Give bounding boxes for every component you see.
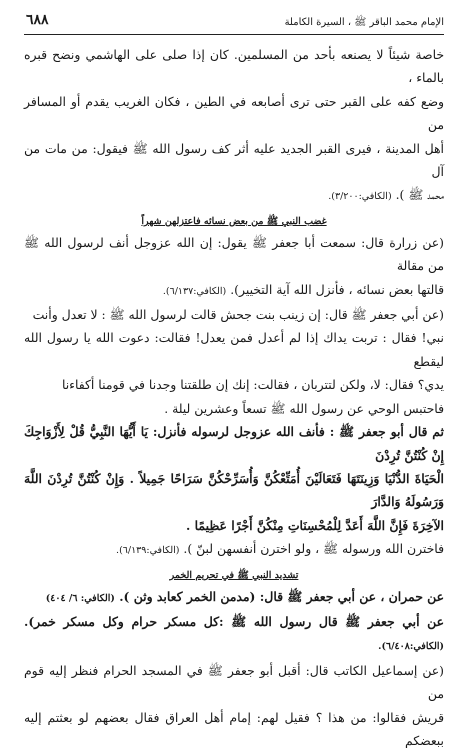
text-fragment: عن أبي جعفر ﷺ قال رسول الله ﷺ :كل مسكر حرام وكل مسكر خمر).: [24, 613, 444, 629]
section-heading: غضب النبي ﷺ من بعض نسائه فاعتزلهن شهراً: [141, 215, 327, 227]
text-fragment: عن حمران ، عن أبي جعفر ﷺ قال: (مدمن الخمر كعابد وثن ).: [119, 588, 444, 604]
quran-line: الآخِرَةَ فَإِنَّ اللَّهَ أَعَدَّ لِلْمُحْسِنَاتِ مِنْكُنَّ أَجْرًا عَظِيمًا .: [186, 517, 444, 533]
text-line: [24, 610, 444, 659]
paragraph-zurara: [24, 231, 444, 303]
text-fragment: محمد ﷺ ).: [395, 187, 444, 203]
source-reference: (الكافي: ٦/ ٤٠٤): [45, 592, 115, 604]
text-line: نبي! فقال : تربت يداك إذا لم أعدل فمن يعدل! فقالت: دعوت الله يا رسول الله ليقطع: [24, 330, 444, 369]
quran-line: ثم قال أبو جعفر ﷺ : فأنف الله عزوجل لرسوله فأنزل: يَا أَيُّهَا النَّبِيُّ قُلْ لِأَزْوَاجِكَ إِنْ كُنْتُنَّ تُرِدْنَ: [24, 424, 444, 463]
text-line: (عن إسماعيل الكاتب قال: أقبل أبو جعفر ﷺ في المسجد الحرام فنظر إليه قوم من: [24, 662, 444, 702]
text-line: وضع كفه على القبر حتى ترى أصابعه في الطين ، فكان الغريب يقدم أو المسافر من: [24, 93, 444, 133]
paragraph-quran-verse: [24, 420, 444, 562]
text-line: خاصة شيئاً لا يصنعه بأحد من المسلمين. كان إذا صلى على الهاشمي ونضح قبره بالماء ،: [24, 47, 444, 86]
text-line: [24, 278, 444, 303]
text-line: فاحتبس الوحي عن رسول الله ﷺ تسعاً وعشرين ليلة .: [164, 400, 444, 416]
text-line: يدي؟ فقال: لا، ولكن لتتربان ، فقالت: إنك إن طلقتنا وجدنا في قومنا أكفاءنا: [61, 377, 444, 393]
section-heading: تشديد النبي ﷺ في تحريم الخمر: [169, 569, 299, 581]
source-reference: (الكافي:٣/٢٠٠).: [328, 191, 392, 203]
text-line: [24, 537, 444, 562]
paragraph-humran: [24, 585, 444, 659]
page-number: ٦٨٨: [26, 12, 49, 28]
book-page: [24, 10, 444, 752]
text-line: قريش فقالوا: من هذا ؟ فقيل لهم: إمام أهل العراق فقال بعضهم لو بعثتم إليه ببعضكم: [24, 709, 444, 748]
quran-line: الْحَيَاةَ الدُّنْيَا وَزِينَتَهَا فَتَعَالَيْنَ أُمَتِّعْكُنَّ وَأُسَرِّحْكُنَّ سَرَاحًا جَمِيلاً . وَإِنْ كُنْتُنَّ تُرِدْنَ اللَّهَ وَرَسُولَهُ وَالدَّارَ: [24, 470, 444, 510]
text-line: (عن أبي جعفر ﷺ قال: إن زينب بنت جحش قالت لرسول الله ﷺ : لا تعدل وأنت: [32, 307, 444, 323]
text-line: [24, 183, 444, 208]
page-header: [24, 10, 444, 35]
paragraph-ismail: [24, 659, 444, 752]
source-reference: (الكافي:٦/٤٠٨).: [378, 641, 444, 653]
source-reference: (الكافي:٦/١٣٩).: [116, 545, 180, 557]
running-title: الإمام محمد الباقر ﷺ ، السيرة الكاملة: [284, 17, 444, 28]
text-line: [24, 585, 444, 610]
source-reference: (الكافي:٦/١٣٧).: [162, 285, 227, 297]
text-fragment: فاخترن الله ورسوله ﷺ ، ولو اخترن أنفسهن لبنّ ).: [183, 541, 444, 557]
section-continuation: [24, 43, 444, 209]
paragraph-zaynab: [24, 303, 444, 420]
text-line: أهل المدينة ، فيرى القبر الجديد عليه أثر كف رسول الله ﷺ فيقول: من مات من آل: [24, 140, 444, 180]
text-line: (عن زرارة قال: سمعت أبا جعفر ﷺ يقول: إن الله عزوجل أنف لرسول الله ﷺ من مقالة: [24, 234, 444, 274]
text-fragment: قالتها بعض نسائه ، فأنزل الله آية التخيير).: [230, 281, 444, 297]
